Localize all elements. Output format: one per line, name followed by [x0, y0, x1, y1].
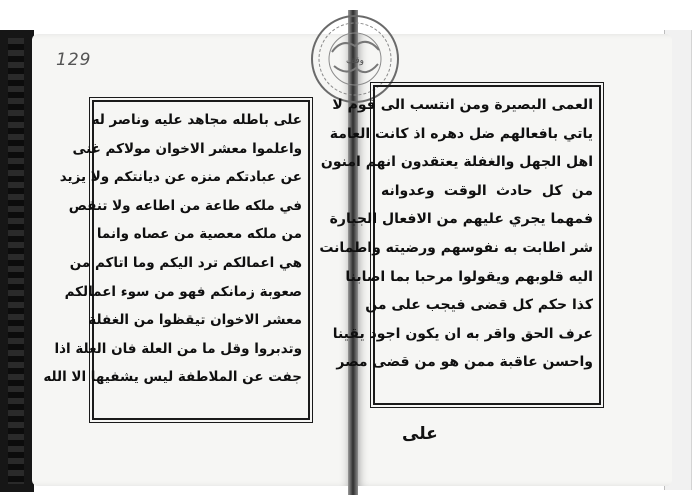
- text-line: كذا حكم كل قضى فيجب على من: [365, 297, 593, 314]
- text-line: اليه قلوبهم ويقولوا مرحبا بما اصابنا: [345, 268, 593, 285]
- text-line: واحسن عاقبة ممن هو من قضى مصر: [336, 354, 593, 371]
- text-line: هي اعمالكم ترد اليكم وما اتاكم من: [69, 254, 302, 271]
- left-text-block: [43, 106, 302, 414]
- text-line: وتدبروا وقل ما من العلة فان العلة اذا: [54, 340, 302, 357]
- text-line: ياتي بافعالهم ضل دهره اذ كانت العامة: [329, 125, 593, 142]
- right-text-frame: [319, 85, 601, 405]
- text-line: من كل حادث الوقت وعدوانه: [381, 182, 593, 199]
- text-line: في ملكه طاعة من اطاعه ولا تنقص: [68, 197, 302, 214]
- text-line: فمهما يجري عليهم من الافعال الجبارة: [329, 211, 593, 228]
- text-line: صعوبة زمانكم فهو من سوء اعمالكم: [64, 283, 302, 300]
- text-line: عرف الحق واقر به ان يكون اجود يقينا: [332, 325, 593, 342]
- text-line: معشر الاخوان تيقظوا من الغفلة: [88, 312, 302, 329]
- text-line: جفت عن الملاطفة ليس يشفيها الا الله: [43, 369, 302, 386]
- text-line: العمى البصيرة ومن انتسب الى قوم لا: [332, 97, 593, 113]
- text-line: اهل الجهل والغفلة يعتقدون انهم امنون: [320, 154, 593, 171]
- text-line: واعلموا معشر الاخوان مولاكم غنى: [72, 140, 302, 157]
- text-line: على باطله مجاهد عليه وناصر له: [91, 112, 302, 128]
- text-line: من ملكه معصية من عصاه وانما: [96, 226, 302, 243]
- seal-lettering: وقف: [346, 56, 364, 66]
- text-line: شر اطابت به نفوسهم ورضيته واطمانت: [319, 239, 593, 256]
- book-spine: [0, 30, 34, 492]
- right-text-block: [319, 91, 593, 399]
- folio-number: 129: [56, 50, 92, 70]
- catchword: على: [402, 424, 438, 444]
- text-line: عن عبادتكم منزه عن ديانتكم ولا يزيد: [59, 169, 302, 186]
- left-text-frame: [43, 100, 310, 420]
